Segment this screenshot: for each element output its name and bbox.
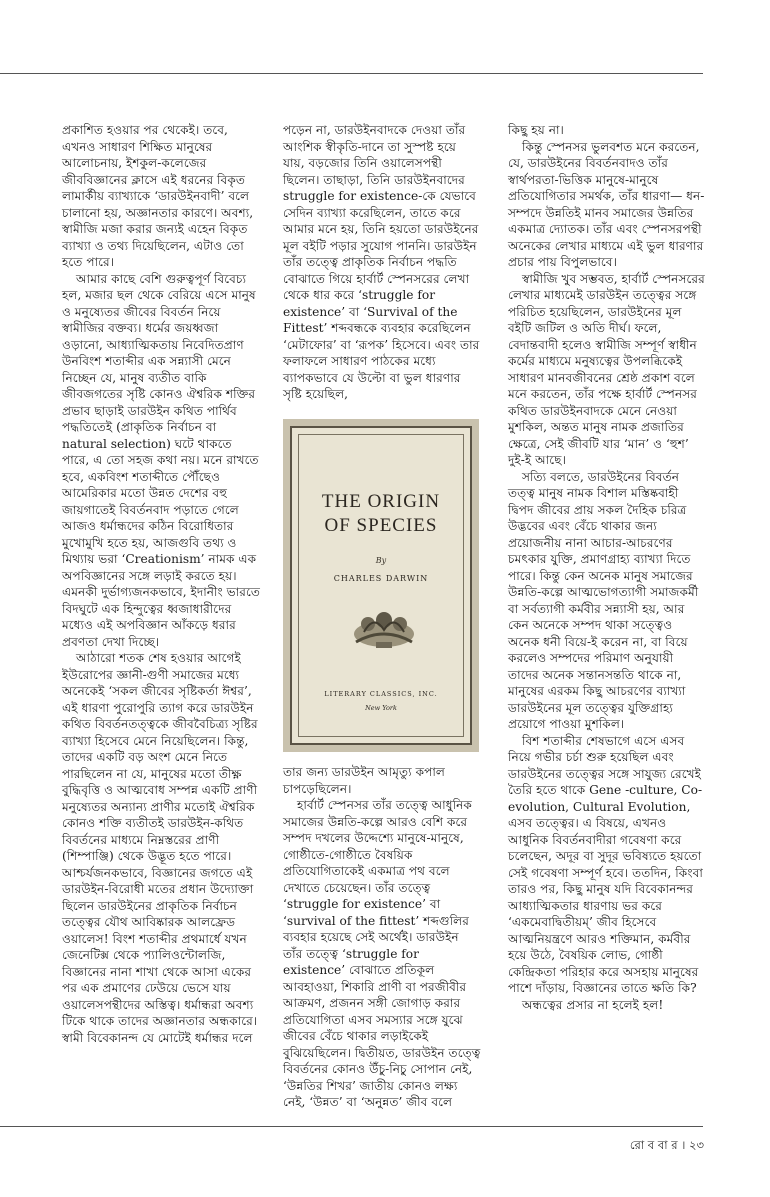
article-paragraph: অন্ধত্বের প্রসার না হলেই হল! bbox=[522, 997, 664, 1012]
book-publisher: LITERARY CLASSICS, INC. bbox=[324, 690, 438, 698]
book-cover-page bbox=[290, 426, 472, 745]
page-footer bbox=[630, 1137, 704, 1156]
article-column-3 bbox=[508, 122, 706, 1013]
book-author: CHARLES DARWIN bbox=[333, 574, 429, 583]
article-paragraph: প্রকাশিত হওয়ার পর থেকেই। তবে, এখনও সাধারণ শিক্ষিত মানুষের আলোচনায়, ইশকুল-কলেজের জীববিজ্ঞানের ক্লাসে এই ধরনের বিকৃত লামার্কীয় ব্যাখ্যাকে ‘ডারউইনবাদী’ বলে চালানো হয়, অজ্ঞানতার কারণে। অবশ্য, স্বামীজি মজা করার জন্যই এহেন বিকৃত ব্যাখ্যা ও তথ্য দিয়েছিলেন, এটাও তো হতে পারে। bbox=[62, 123, 254, 269]
bottom-rule bbox=[0, 1126, 703, 1127]
article-paragraph: বিশ শতাব্দীর শেষভাগে এসে এসব নিয়ে গভীর চর্চা শুরু হয়েছিল এবং ডারউইনের তত্ত্বের সঙ্গে সাযুজ্য রেখেই তৈরি হতে থাকে Gene -culture, Co-evolution, Cultural Evolution, এসব তত্ত্বের। এ বিষয়ে, এখনও আধুনিক বিবর্তনবাদীরা গবেষণা করে চলেছেন, অদূর বা সুদূর ভবিষ্যতে হয়তো সেই গবেষণা সম্পূর্ণ হবে। ততদিন, কিংবা তারও পর, কিছু মানুষ যদি বিবেকানন্দর আধ্যাত্মিকতার ধারণায় ভর করে ‘একমেবাদ্বিতীয়ম্’ জীব হিসেবে আত্মনিয়ন্ত্রণে আরও শক্তিমান, কর্মবীর হয়ে উঠে, বৈষয়িক লোভ, গোষ্ঠী কেন্দ্রিকতা পরিহার করে অসহায় মানুষের পাশে দাঁড়ায়, বিজ্ঞানের তাতে ক্ষতি কি? bbox=[508, 733, 703, 995]
article-column-1 bbox=[62, 122, 260, 1046]
book-publisher-city: New York bbox=[365, 704, 397, 712]
article-paragraph: কিছু হয় না। bbox=[508, 123, 564, 137]
footer-separator: । bbox=[677, 1138, 690, 1152]
article-paragraph: সত্যি বলতে, ডারউইনের বিবর্তন তত্ত্ব মানুষ নামক বিশাল মস্তিষ্কবাহী দ্বিপদ জীবের প্রায় সকল দৈহিক চরিত্র উদ্ভবের এবং বেঁচে থাকার জন্য প্রয়োজনীয় নানা আচার-আচরণের চমৎকার যুক্তি, প্রমাণগ্রাহ্য ব্যাখ্যা দিতে পারে। কিন্তু কেন অনেক মানুষ সমাজের উন্নতি-কল্পে আত্মভোগত্যাগী সমাজকর্মী বা সর্বত্যাগী কর্মবীর সন্ন্যাসী হয়, আর কেন অনেকে সম্পদ থাকা সত্ত্বেও অনেক ধনী বিয়ে-ই করেন না, বা বিয়ে করলেও সম্পদের পরিমাণ অনুযায়ী তাদের অনেক সন্তানসন্ততি থাকে না, মানুষের এরকম কিছু আচরণের ব্যাখ্যা ডারউইনের মূল তত্ত্বের যুক্তিগ্রাহ্য প্রয়োগে পাওয়া মুশকিল। bbox=[508, 469, 699, 731]
book-title-line-1: THE ORIGIN bbox=[321, 491, 441, 512]
book-cover-image bbox=[283, 419, 479, 752]
footer-magazine-name: রো ব বা র bbox=[629, 1138, 678, 1152]
cherub-figures-emblem-icon bbox=[346, 604, 422, 652]
article-paragraph: কিন্তু স্পেনসর ভুলবশত মনে করতেন, যে, ডারউইনের বিবর্তনবাদও তাঁর স্বার্থপরতা-ভিত্তিক মানুষে-মানুষে প্রতিযোগিতার সমর্থক, তাঁর ধারণা— ধন-সম্পদে উন্নতিই মানব সমাজের উন্নতির একমাত্র দ্যোতক। তাঁর এবং স্পেনসরপন্থী অনেকের লেখার মাধ্যমে এই ভুল ধারণার প্রচার পায় বিপুলভাবে। bbox=[508, 139, 705, 269]
top-rule bbox=[0, 73, 703, 74]
article-paragraph: স্বামীজি খুব সম্ভবত, হার্বার্ট স্পেনসরের লেখার মাধ্যমেই ডারউইন তত্ত্বের সঙ্গে পরিচিত হয়েছিলেন, ডারউইনের মূল বইটি জটিল ও অতি দীর্ঘ। ফলে, বেদান্তবাদী হলেও স্বামীজি সম্পূর্ণ স্বাধীন কর্মের মাধ্যমে মনুষ্যত্বের উপলব্ধিকেই সাধারণ মানবজীবনের শ্রেষ্ঠ প্রকাশ বলে মনে করতেন, তাঁর পক্ষে হার্বার্ট স্পেনসর কথিত ডারউইনবাদকে মেনে নেওয়া মুশকিল, অন্তত মানুষ নামক প্রজাতির ক্ষেত্রে, সেই জীবটি যার ‘মান’ ও ‘হুশ’ দুই-ই আছে। bbox=[508, 271, 705, 467]
book-by-line: By bbox=[375, 556, 387, 565]
book-title bbox=[292, 490, 470, 538]
article-paragraph: হার্বার্ট স্পেনসর তাঁর তত্ত্বে আধুনিক সমাজের উন্নতি-কল্পে আরও বেশি করে সম্পদ দখলের উদ্দেশ্যে মানুষে-মানুষে, গোষ্ঠীতে-গোষ্ঠীতে বৈষয়িক প্রতিযোগিতাকেই একমাত্র পথ বলে দেখাতে চেয়েছেন। তাঁর তত্ত্বে ‘struggle for existence’ বা ‘survival of the fittest’ শব্দগুলির ব্যবহার হয়েছে সেই অর্থেই। ডারউইন তাঁর তত্ত্বে ‘struggle for existence’ বোঝাতে প্রতিকূল আবহাওয়া, শিকারি প্রাণী বা পরজীবীর আক্রমণ, প্রজনন সঙ্গী জোগাড় করার প্রতিযোগিতা এসব সমস্যার সঙ্গে যুঝে জীবের বেঁচে থাকার লড়াইকেই বুঝিয়েছিলেন। দ্বিতীয়ত, ডারউইন তত্ত্বে বিবর্তনের কোনও উঁচু-নিচু সোপান নেই, ‘উন্নতির শিখর’ জাতীয় কোনও লক্ষ্য নেই, ‘উন্নত’ বা ‘অনুন্নত’ জীব বলে bbox=[283, 798, 481, 1109]
article-paragraph: তার জন্য ডারউইন আমৃত্যু কপাল চাপড়েছিলেন। bbox=[283, 765, 445, 796]
article-column-2 bbox=[283, 122, 481, 403]
article-column-2-continued bbox=[283, 764, 481, 1111]
footer-page-number: ২৩ bbox=[689, 1138, 704, 1152]
article-paragraph: পড়েন না, ডারউইনবাদকে দেওয়া তাঁর আংশিক স্বীকৃতি-দানে তা সুস্পষ্ট হয়ে যায়, বড়জোর তিনি ওয়ালেসপন্থী ছিলেন। তাছাড়া, তিনি ডারউইনবাদের struggle for existence-কে যেভাবে সেদিন ব্যাখ্যা করেছিলেন, তাতে করে আমার মনে হয়, তিনি হয়তো ডারউইনের মূল বইটি পড়ার সুযোগ পাননি। ডারউইন তাঁর তত্ত্বে প্রাকৃতিক নির্বাচন পদ্ধতি বোঝাতে গিয়ে হার্বার্ট স্পেনসরের লেখা থেকে ধার করে ‘struggle for existence’ বা ‘Survival of the Fittest’ শব্দবন্ধকে ব্যবহার করেছিলেন ‘মেটাফোর’ বা ‘রূপক’ হিসেবে। এবং তার ফলাফলে সাধারণ পাঠকের মধ্যে ব্যাপকভাবে যে উল্টো বা ভুল ধারণার সৃষ্টি হয়েছিল, bbox=[283, 123, 480, 401]
article-paragraph: আঠারো শতক শেষ হওয়ার আগেই ইউরোপের জ্ঞানী-গুণী সমাজের মধ্যে অনেকেই ‘সকল জীবের সৃষ্টিকর্তা ঈশ্বর’, এই ধারণা পুরোপুরি ত্যাগ করে ডারউইন কথিত বিবর্তনতত্ত্বকে জীববৈচিত্র্য সৃষ্টির ব্যাখ্যা হিসেবে মেনে নিয়েছিলেন। কিন্তু, তাদের একটি বড় অংশ মেনে নিতে পারছিলেন না যে, মানুষের মতো তীক্ষ্ণ বুদ্ধিবৃত্তি ও আত্মবোধ সম্পন্ন একটি প্রাণী মনুষ্যেতর অন্যান্য প্রাণীর মতোই ঐশ্বরিক কোনও শক্তি ব্যতীতই ডারউইন-কথিত বিবর্তনের মাধ্যমে নিম্নস্তরের প্রাণী (শিম্পাঞ্জি) থেকে উদ্ভূত হতে পারে। আশ্চর্যজনকভাবে, বিজ্ঞানের জগতে এই ডারউইন-বিরোধী মতের প্রধান উদ্যোক্তা ছিলেন ডারউইনের প্রাকৃতিক নির্বাচন তত্ত্বের যৌথ আবিষ্কারক আলফ্রেড ওয়ালেস! বিংশ শতাব্দীর প্রথমার্ধে যখন জেনেটিক্স থেকে প্যালিওন্টোলজি, বিজ্ঞানের নানা শাখা থেকে আসা একের পর এক প্রমাণের ঢেউয়ে ভেসে যায় ওয়ালেসপন্থীদের অস্তিত্ব। ধর্মান্ধরা অবশ্য টিকে থাকে তাদের অজ্ঞানতার অন্ধকারে। স্বামী বিবেকানন্দ যে মোটেই ধর্মান্ধর দলে bbox=[62, 651, 258, 1045]
article-paragraph: আমার কাছে বেশি গুরুত্বপূর্ণ বিবেচ্য হল, মজার ছল থেকে বেরিয়ে এসে মানুষ ও মনুষ্যেতর জীবের বিবর্তন নিয়ে স্বামীজির বক্তব্য। ধর্মের জয়ধ্বজা ওড়ানো, আধ্যাত্মিকতায় নিবেদিতপ্রাণ উনবিংশ শতাব্দীর এক সন্ন্যাসী মেনে নিচ্ছেন যে, মানুষ ব্যতীত বাকি জীবজগতের সৃষ্টি কোনও ঐশ্বরিক শক্তির প্রভাব ছাড়াই ডারউইন কথিত পার্থিব পদ্ধতিতেই (প্রাকৃতিক নির্বাচন বা natural selection) ঘটে থাকতে পারে, এ তো সহজ কথা নয়। মনে রাখতে হবে, একবিংশ শতাব্দীতে পৌঁছেও আমেরিকার মতো উন্নত দেশের বহু জায়গাতেই বিবর্তনবাদ পড়াতে গেলে আজও ধর্মান্ধদের কঠিন বিরোধিতার মুখোমুখি হতে হয়, আজগুবি তথ্য ও মিথ্যায় ভরা ‘Creationism’ নামক এক অপবিজ্ঞানের সঙ্গে লড়াই করতে হয়। এমনকী দুর্ভাগ্যজনকভাবে, ইদানীং ভারতে বিদঘুটে এক হিন্দুত্বের ধ্বজাধারীদের মধ্যেও এই অপবিজ্ঞান আঁকড়ে ধরার প্রবণতা দেখা দিচ্ছে। bbox=[62, 271, 261, 649]
book-title-line-2: OF SPECIES bbox=[324, 515, 438, 536]
